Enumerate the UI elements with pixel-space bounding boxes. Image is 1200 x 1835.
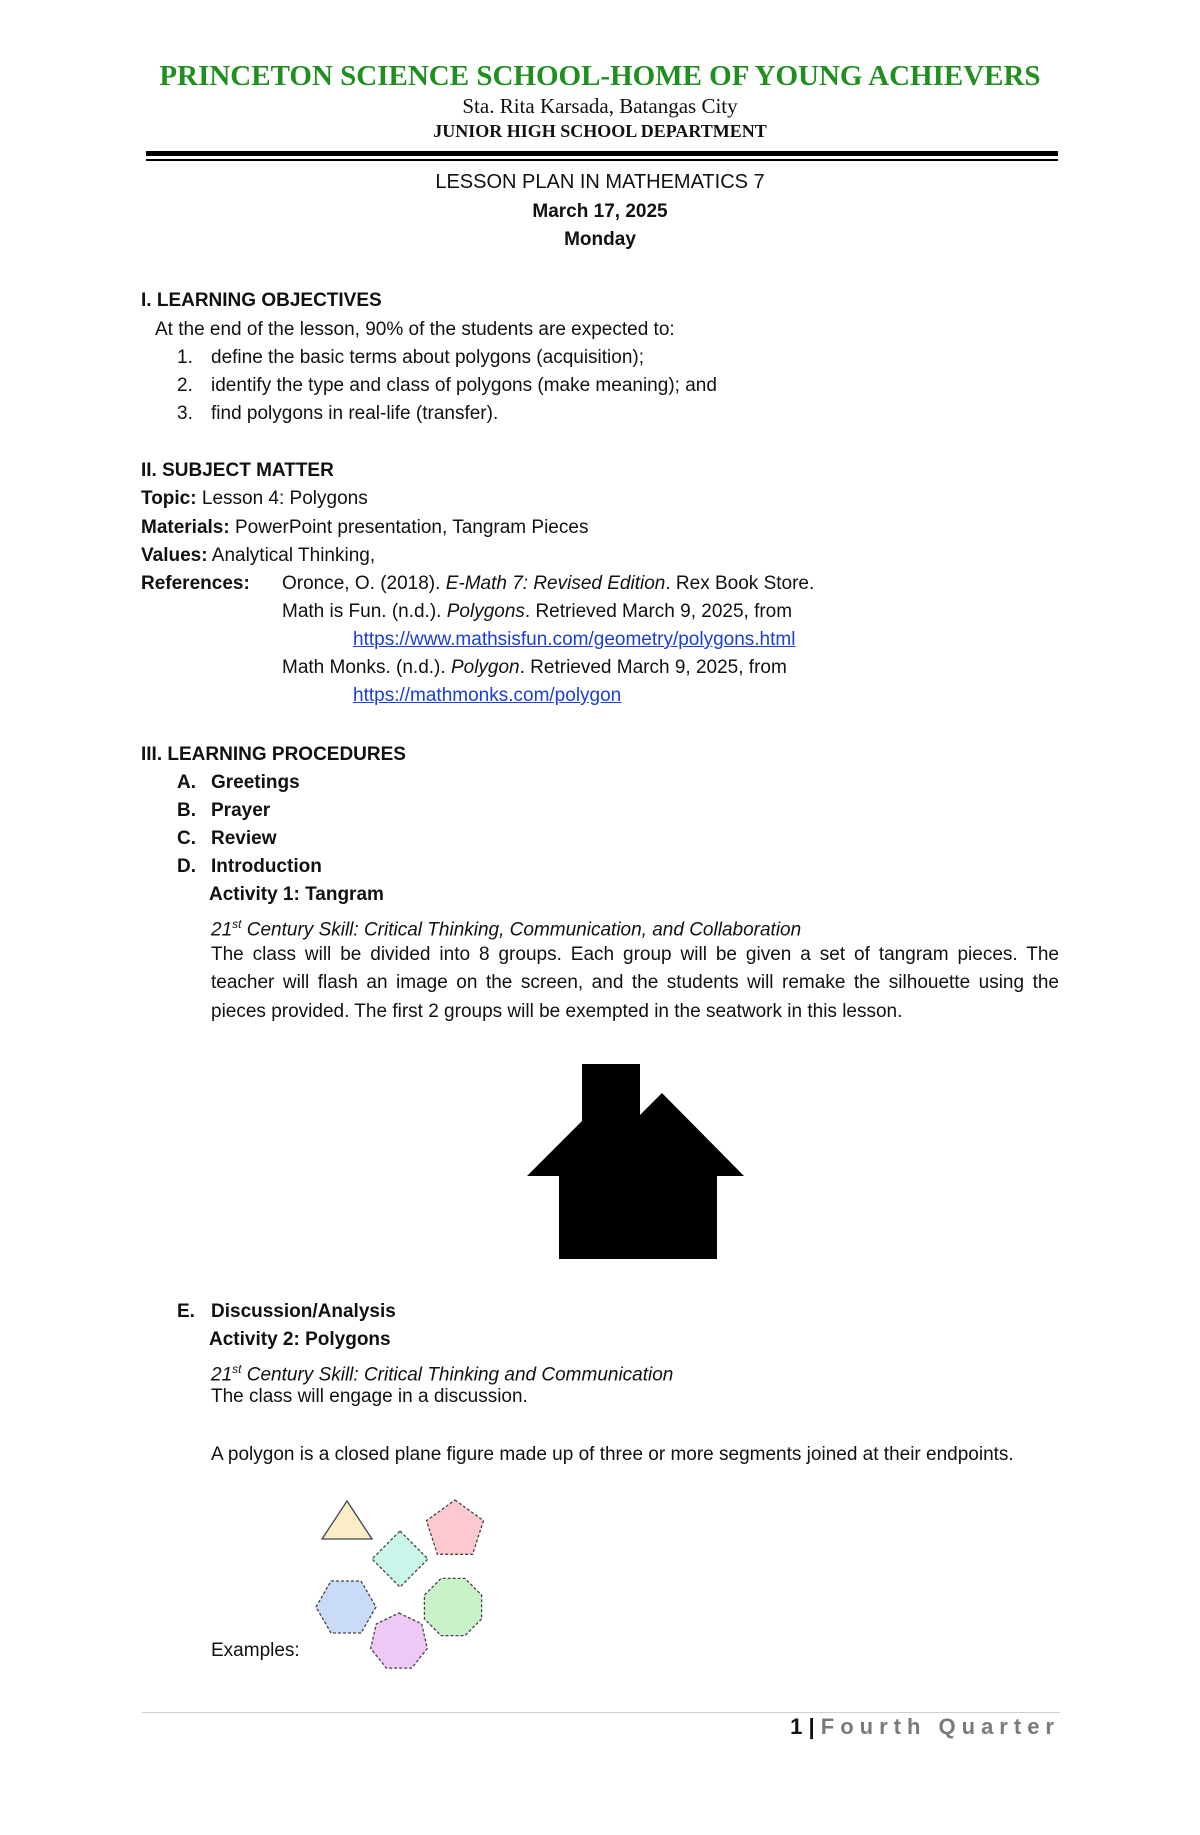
reference-1-publisher: . Rex Book Store. — [665, 573, 815, 594]
skill-2-number: 21 — [211, 1364, 233, 1386]
objective-item-1: define the basic terms about polygons (acquisition); — [211, 347, 645, 368]
lesson-date: March 17, 2025 — [532, 201, 668, 222]
materials-line — [141, 516, 588, 540]
school-address: Sta. Rita Karsada, Batangas City — [462, 94, 738, 118]
reference-2-author: Math is Fun. (n.d.). — [282, 601, 447, 622]
topic-label: Topic: — [141, 488, 197, 509]
topic-value: Lesson 4: Polygons — [201, 488, 368, 509]
objective-num-2: 2. — [177, 375, 193, 396]
school-department: JUNIOR HIGH SCHOOL DEPARTMENT — [433, 121, 767, 141]
skill-2-text: Century Skill: Critical Thinking and Communication — [241, 1364, 674, 1386]
procedure-greetings: Greetings — [211, 772, 300, 793]
objective-item-2: identify the type and class of polygons (make meaning); and — [211, 375, 717, 396]
references-label: References: — [141, 573, 250, 594]
heptagon-shape — [371, 1613, 428, 1668]
procedure-letter-d: D. — [177, 856, 196, 877]
activity-2-title: Activity 2: Polygons — [209, 1329, 391, 1350]
reference-3-retrieved: . Retrieved March 9, 2025, from — [519, 657, 787, 678]
skill-1-suffix: st — [232, 917, 242, 931]
procedure-introduction: Introduction — [211, 856, 322, 877]
hexagon-shape — [316, 1581, 376, 1633]
skill-1-number: 21 — [211, 919, 233, 941]
activity-2-skill — [211, 1357, 673, 1387]
reference-1-author: Oronce, O. (2018). — [282, 573, 446, 594]
objective-num-1: 1. — [177, 347, 193, 368]
reference-3-link[interactable]: https://mathmonks.com/polygon — [353, 685, 622, 706]
materials-label: Materials: — [141, 517, 230, 538]
footer-quarter: Fourth Quarter — [820, 1714, 1060, 1739]
procedure-letter-c: C. — [177, 828, 196, 849]
octagon-shape — [424, 1578, 481, 1635]
page-number: 1 — [790, 1714, 803, 1739]
values-value: Analytical Thinking, — [211, 545, 376, 566]
procedure-letter-a: A. — [177, 772, 196, 793]
procedure-review: Review — [211, 828, 277, 849]
materials-value: PowerPoint presentation, Tangram Pieces — [234, 517, 589, 538]
procedure-discussion: Discussion/Analysis — [211, 1301, 396, 1322]
skill-2-suffix: st — [232, 1362, 242, 1376]
header-rule-thick — [146, 151, 1058, 156]
reference-2-link[interactable]: https://www.mathsisfun.com/geometry/polygons.html — [353, 629, 796, 650]
procedures-heading: III. LEARNING PROCEDURES — [141, 744, 406, 765]
reference-3-title: Polygon — [450, 657, 520, 678]
lesson-title: LESSON PLAN IN MATHEMATICS 7 — [435, 171, 765, 193]
values-line — [141, 544, 375, 568]
footer-separator: | — [808, 1714, 815, 1739]
subject-heading: II. SUBJECT MATTER — [141, 460, 334, 481]
objective-item-3: find polygons in real-life (transfer). — [211, 403, 499, 424]
square-shape — [372, 1531, 428, 1587]
reference-2-retrieved: . Retrieved March 9, 2025, from — [524, 601, 793, 622]
values-label: Values: — [141, 545, 208, 566]
activity-1-skill — [211, 912, 801, 942]
examples-label: Examples: — [211, 1640, 300, 1661]
triangle-shape — [322, 1501, 372, 1539]
reference-1-title: E-Math 7: Revised Edition — [445, 573, 666, 594]
school-name: PRINCETON SCIENCE SCHOOL-HOME OF YOUNG ACHIEVERS — [159, 60, 1041, 92]
polygon-definition: A polygon is a closed plane figure made up of three or more segments joined at their endpoints. — [211, 1444, 1014, 1465]
reference-2 — [282, 600, 792, 624]
procedure-letter-e: E. — [177, 1301, 195, 1322]
page-footer — [790, 1712, 1060, 1742]
objectives-intro: At the end of the lesson, 90% of the students are expected to: — [155, 319, 675, 340]
lesson-day: Monday — [564, 229, 636, 250]
activity-2-description: The class will engage in a discussion. — [211, 1386, 528, 1407]
reference-1 — [282, 572, 814, 596]
procedure-letter-b: B. — [177, 800, 196, 821]
topic-line — [141, 487, 368, 511]
objectives-heading: I. LEARNING OBJECTIVES — [141, 290, 382, 311]
objective-num-3: 3. — [177, 403, 193, 424]
header-rule-thin — [146, 159, 1058, 161]
procedure-prayer: Prayer — [211, 800, 271, 821]
pentagon-shape — [427, 1500, 484, 1554]
activity-1-title: Activity 1: Tangram — [209, 884, 384, 905]
tangram-house-silhouette — [527, 1064, 745, 1259]
activity-1-description: The class will be divided into 8 groups. Each group will be given a set of tangram pieces. The teacher will flash an image on the screen, and the students will remake the silhouette using the pieces provided. The first 2 groups will be exempted in the seatwork in this lesson. — [211, 944, 1059, 1022]
polygon-examples-figure — [310, 1495, 500, 1670]
skill-1-text: Century Skill: Critical Thinking, Communication, and Collaboration — [241, 919, 802, 941]
reference-3-author: Math Monks. (n.d.). — [282, 657, 451, 678]
reference-3 — [282, 656, 787, 680]
reference-2-title: Polygons — [446, 601, 525, 622]
